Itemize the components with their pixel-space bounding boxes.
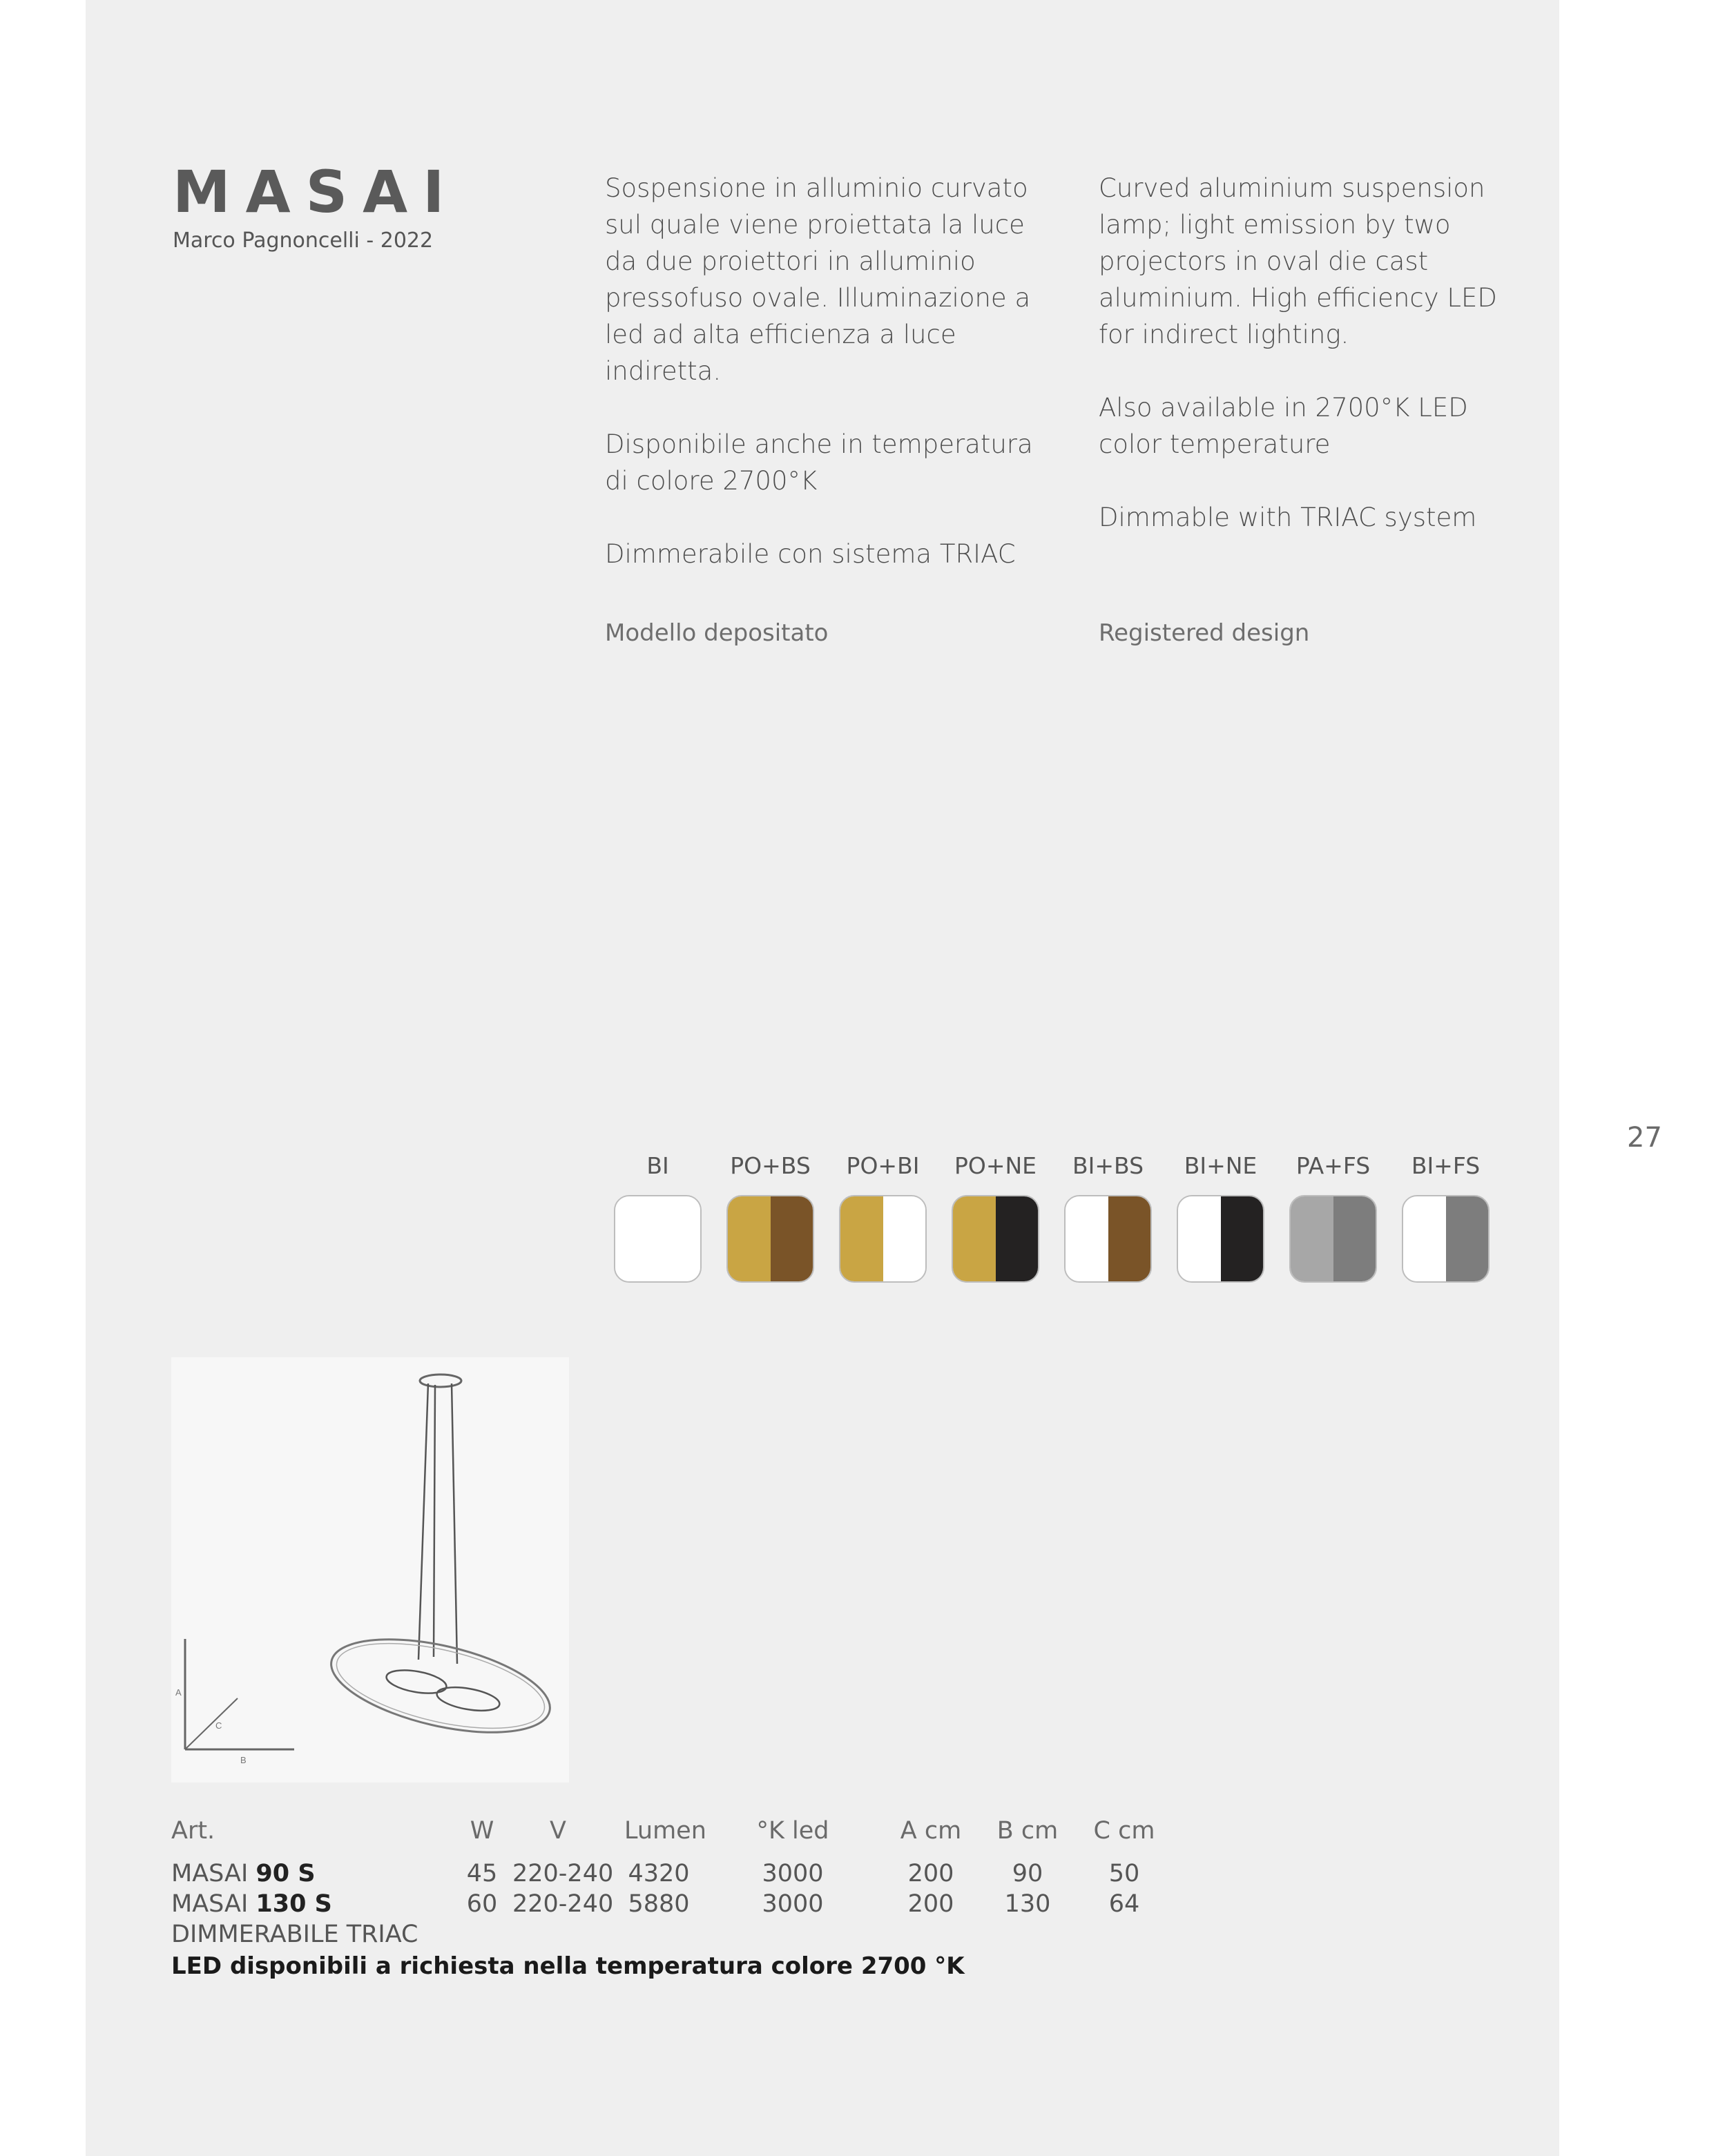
description-paragraph: Curved aluminium suspension lamp; light emission by two projectors in oval die cast aluminium. High efficiency LED for indirect lighting.	[1099, 173, 1497, 349]
dimmable-note: DIMMERABILE TRIAC	[171, 1921, 418, 1948]
kelvin-cell: 3000	[762, 1860, 824, 1887]
finish-label: PO+NE	[954, 1152, 1037, 1179]
swatch-right-color	[1221, 1196, 1264, 1281]
a-cm-cell: 200	[907, 1890, 954, 1918]
swatch-right-color	[1108, 1196, 1151, 1281]
finish-option	[952, 1154, 1039, 1283]
header-lumen: Lumen	[624, 1817, 706, 1845]
table-header-row	[171, 1816, 1155, 1858]
watt-cell: 60	[466, 1890, 498, 1918]
axis-b-label: B	[240, 1755, 247, 1765]
header-watt: W	[470, 1817, 494, 1845]
swatch-left-color	[1178, 1196, 1221, 1281]
volt-cell: 220-240	[512, 1860, 614, 1887]
lumen-cell: 5880	[628, 1890, 690, 1918]
finish-option	[1064, 1154, 1152, 1283]
article-cell	[171, 1889, 332, 1919]
swatch-right-color	[771, 1196, 813, 1281]
product-title: MASAI	[173, 158, 460, 226]
swatch-left-color	[615, 1196, 658, 1281]
finish-option	[726, 1154, 814, 1283]
description-paragraph: Sospensione in alluminio curvato sul quale viene proiettata la luce da due proiettori in alluminio pressofuso ovale. Illuminazione a led ad alta efficienza a luce indiretta.	[605, 173, 1031, 386]
table-row	[171, 1889, 1140, 1919]
finish-option	[1289, 1154, 1377, 1283]
swatch-right-color	[1446, 1196, 1489, 1281]
axis-a-label: A	[175, 1687, 182, 1698]
finish-swatch	[1402, 1195, 1490, 1283]
finish-label: PO+BS	[730, 1152, 811, 1179]
description-italian	[605, 170, 1033, 572]
finish-swatch	[726, 1195, 814, 1283]
lumen-cell: 4320	[628, 1860, 690, 1887]
page-number: 27	[1627, 1122, 1662, 1154]
finish-swatch	[1289, 1195, 1377, 1283]
finish-option	[614, 1154, 702, 1283]
article-name: MASAI	[171, 1860, 249, 1887]
designer-credit: Marco Pagnoncelli - 2022	[173, 229, 434, 253]
header-b-cm: B cm	[996, 1817, 1059, 1845]
finish-swatch	[952, 1195, 1039, 1283]
swatch-left-color	[953, 1196, 996, 1281]
axis-c-label: C	[215, 1720, 222, 1731]
description-paragraph: Also available in 2700°K LED color temperature	[1099, 393, 1468, 459]
c-cm-cell: 50	[1108, 1860, 1140, 1887]
finish-label: BI+NE	[1184, 1152, 1257, 1179]
b-cm-cell: 130	[1004, 1890, 1051, 1918]
finish-option	[1402, 1154, 1490, 1283]
swatch-right-color	[658, 1196, 701, 1281]
description-paragraph: Disponibile anche in temperatura di colore 2700°K	[605, 429, 1033, 496]
header-kelvin: °K led	[756, 1817, 829, 1845]
swatch-left-color	[1403, 1196, 1446, 1281]
watt-cell: 45	[466, 1860, 498, 1887]
b-cm-cell: 90	[1012, 1860, 1043, 1887]
description-paragraph: Dimmable with TRIAC system	[1099, 503, 1477, 532]
swatch-right-color	[883, 1196, 926, 1281]
header-volt: V	[550, 1817, 566, 1845]
a-cm-cell: 200	[907, 1860, 954, 1887]
article-name: MASAI	[171, 1890, 249, 1918]
article-size: 90 S	[256, 1860, 316, 1887]
description-english	[1099, 170, 1527, 536]
finish-label: PO+BI	[846, 1152, 920, 1179]
header-art: Art.	[171, 1817, 215, 1845]
finish-label: PA+FS	[1295, 1152, 1371, 1179]
finish-label: BI	[646, 1152, 669, 1179]
registered-design-english: Registered design	[1099, 619, 1310, 647]
description-paragraph: Dimmerabile con sistema TRIAC	[605, 539, 1016, 569]
lamp-drawing-illustration	[171, 1357, 569, 1783]
article-cell	[171, 1858, 316, 1889]
header-c-cm: C cm	[1093, 1817, 1155, 1845]
finish-swatch	[614, 1195, 702, 1283]
finish-swatch	[1177, 1195, 1264, 1283]
header-a-cm: A cm	[900, 1817, 962, 1845]
finish-option	[839, 1154, 927, 1283]
technical-drawing	[171, 1357, 569, 1783]
finish-label: BI+FS	[1411, 1152, 1481, 1179]
finish-label: BI+BS	[1072, 1152, 1144, 1179]
swatch-right-color	[1333, 1196, 1376, 1281]
swatch-right-color	[996, 1196, 1039, 1281]
finish-swatches	[614, 1154, 1490, 1283]
kelvin-cell: 3000	[762, 1890, 824, 1918]
swatch-left-color	[1066, 1196, 1108, 1281]
c-cm-cell: 64	[1108, 1890, 1140, 1918]
article-size: 130 S	[256, 1890, 332, 1918]
swatch-left-color	[728, 1196, 771, 1281]
volt-cell: 220-240	[512, 1890, 614, 1918]
swatch-left-color	[840, 1196, 883, 1281]
swatch-left-color	[1291, 1196, 1333, 1281]
led-availability-note: LED disponibili a richiesta nella temperatura colore 2700 °K	[171, 1952, 965, 1980]
finish-option	[1177, 1154, 1264, 1283]
specification-table	[171, 1816, 1155, 1983]
registered-design-italian: Modello depositato	[605, 619, 829, 647]
table-row	[171, 1858, 1140, 1889]
finish-swatch	[1064, 1195, 1152, 1283]
finish-swatch	[839, 1195, 927, 1283]
